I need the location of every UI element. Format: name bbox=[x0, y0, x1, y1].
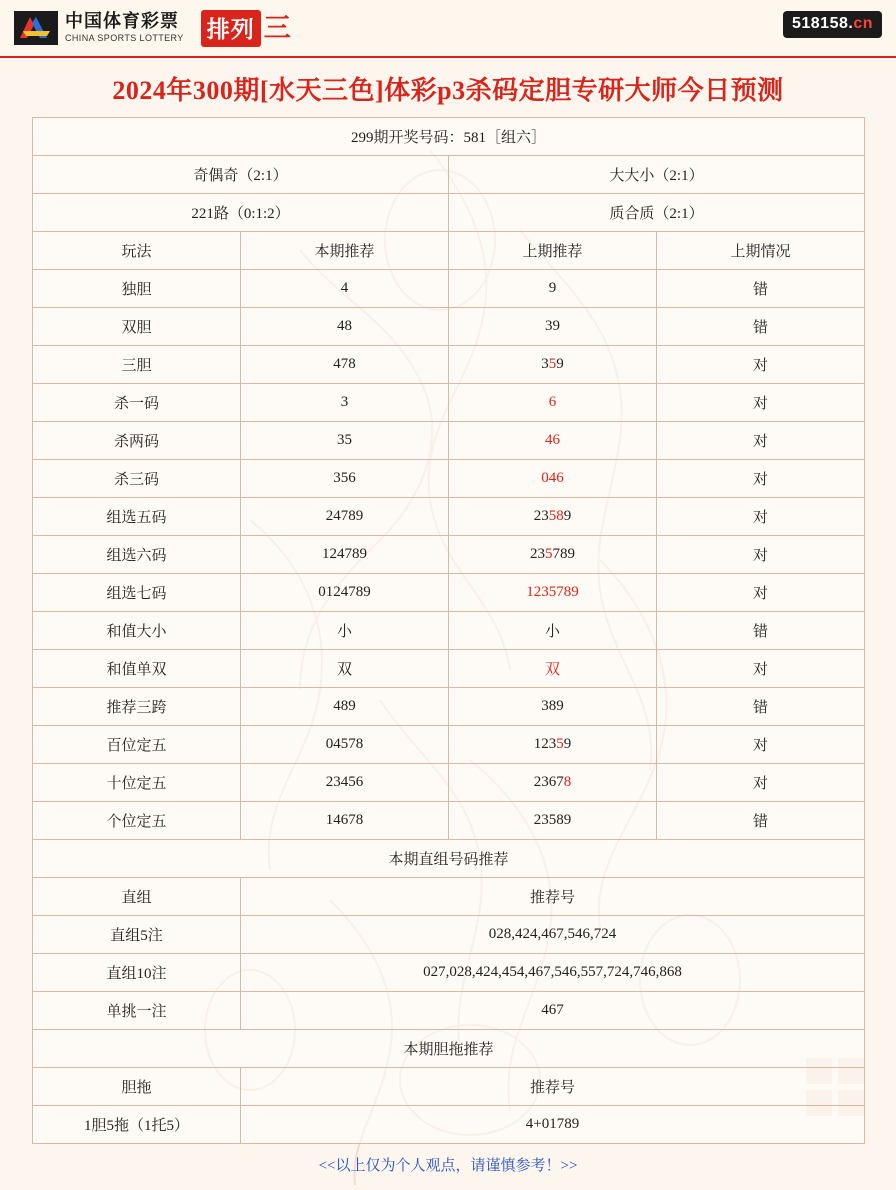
cell-last-recommend bbox=[449, 650, 657, 688]
cell-current-recommend: 35 bbox=[241, 422, 449, 460]
cell-dantuo-numbers: 4+01789 bbox=[241, 1106, 865, 1144]
last-recommend-hit: 双 bbox=[544, 662, 560, 678]
column-header-zhizu-numbers: 推荐号 bbox=[241, 878, 865, 916]
cell-play-type: 杀一码 bbox=[33, 384, 241, 422]
last-recommend-tail: 9 bbox=[563, 736, 572, 752]
cell-play-type: 三胆 bbox=[33, 346, 241, 384]
cell-play-type: 和值单双 bbox=[33, 650, 241, 688]
section-title-zhizu: 本期直组号码推荐 bbox=[33, 840, 865, 878]
cell-zhizu-label: 直组5注 bbox=[33, 916, 241, 954]
cell-zhizu-label: 直组10注 bbox=[33, 954, 241, 992]
cell-last-recommend bbox=[449, 346, 657, 384]
last-recommend-plain: 23 bbox=[530, 546, 545, 562]
cell-last-result: 对 bbox=[657, 574, 865, 612]
cell-current-recommend: 24789 bbox=[241, 498, 449, 536]
cell-current-recommend: 489 bbox=[241, 688, 449, 726]
cell-play-type: 杀两码 bbox=[33, 422, 241, 460]
table-row bbox=[33, 726, 865, 764]
game-badge-number: 三 bbox=[263, 12, 291, 43]
cell-last-result: 错 bbox=[657, 612, 865, 650]
game-badge bbox=[201, 10, 291, 47]
table-row bbox=[33, 460, 865, 498]
cell-play-type: 组选五码 bbox=[33, 498, 241, 536]
cell-play-type: 组选六码 bbox=[33, 536, 241, 574]
game-badge-label: 排列 bbox=[201, 10, 261, 47]
table-header-row bbox=[33, 232, 865, 270]
last-recommend-hit: 5 bbox=[556, 736, 564, 752]
cell-current-recommend: 双 bbox=[241, 650, 449, 688]
cell-last-result: 错 bbox=[657, 688, 865, 726]
table-row bbox=[33, 536, 865, 574]
table-row bbox=[33, 688, 865, 726]
cell-current-recommend: 04578 bbox=[241, 726, 449, 764]
last-recommend-tail: 789 bbox=[552, 546, 575, 562]
cell-play-type: 个位定五 bbox=[33, 802, 241, 840]
column-header-current: 本期推荐 bbox=[241, 232, 449, 270]
column-header-dantuo: 胆拖 bbox=[33, 1068, 241, 1106]
table-row-section-zhizu bbox=[33, 840, 865, 878]
table-row bbox=[33, 612, 865, 650]
cell-last-recommend bbox=[449, 536, 657, 574]
cell-last-recommend bbox=[449, 802, 657, 840]
last-recommend-hit: 6 bbox=[548, 394, 557, 410]
table-row bbox=[33, 1106, 865, 1144]
cell-last-recommend bbox=[449, 574, 657, 612]
last-recommend-tail: 9 bbox=[563, 508, 572, 524]
cell-last-recommend bbox=[449, 460, 657, 498]
cell-current-recommend: 14678 bbox=[241, 802, 449, 840]
last-recommend-plain: 123 bbox=[533, 736, 557, 752]
cell-play-type: 独胆 bbox=[33, 270, 241, 308]
cell-last-result: 对 bbox=[657, 536, 865, 574]
cell-current-recommend: 0124789 bbox=[241, 574, 449, 612]
last-recommend-hit: 046 bbox=[541, 470, 564, 486]
cell-last-result: 对 bbox=[657, 422, 865, 460]
attribute-road: 221路（0:1:2） bbox=[33, 194, 449, 232]
last-recommend-hit: 5 bbox=[545, 546, 553, 562]
table-row bbox=[33, 916, 865, 954]
content-tables bbox=[32, 117, 864, 1144]
cell-play-type: 杀三码 bbox=[33, 460, 241, 498]
cell-play-type: 推荐三跨 bbox=[33, 688, 241, 726]
page-title: 2024年300期[水天三色]体彩p3杀码定胆专研大师今日预测 bbox=[112, 76, 784, 105]
last-recommend-plain: 9 bbox=[548, 280, 557, 296]
cell-current-recommend: 4 bbox=[241, 270, 449, 308]
cell-last-recommend bbox=[449, 422, 657, 460]
column-header-result: 上期情况 bbox=[657, 232, 865, 270]
prediction-table bbox=[32, 117, 865, 840]
attribute-odd-even: 奇偶奇（2:1） bbox=[33, 156, 449, 194]
cell-current-recommend: 23456 bbox=[241, 764, 449, 802]
cell-current-recommend: 48 bbox=[241, 308, 449, 346]
cell-last-result: 对 bbox=[657, 650, 865, 688]
cell-last-recommend bbox=[449, 688, 657, 726]
last-recommend-hit: 46 bbox=[545, 432, 560, 448]
cell-dantuo-label: 1胆5拖（1托5） bbox=[33, 1106, 241, 1144]
cell-current-recommend: 3 bbox=[241, 384, 449, 422]
table-row bbox=[33, 498, 865, 536]
table-row bbox=[33, 650, 865, 688]
last-recommend-hit: 1235789 bbox=[526, 584, 579, 600]
cell-current-recommend: 124789 bbox=[241, 536, 449, 574]
cell-last-recommend bbox=[449, 764, 657, 802]
section-title-dantuo: 本期胆拖推荐 bbox=[33, 1030, 865, 1068]
site-domain-badge bbox=[783, 11, 882, 38]
cell-last-recommend bbox=[449, 612, 657, 650]
dantuo-table bbox=[32, 1029, 865, 1144]
table-row bbox=[33, 574, 865, 612]
disclaimer-note: <<以上仅为个人观点，请谨慎参考！>> bbox=[318, 1158, 578, 1174]
cell-last-recommend bbox=[449, 498, 657, 536]
brand-name-en: CHINA SPORTS LOTTERY bbox=[65, 32, 184, 43]
cell-last-result: 错 bbox=[657, 270, 865, 308]
table-row bbox=[33, 308, 865, 346]
brand-name-cn: 中国体育彩票 bbox=[65, 11, 179, 32]
cell-current-recommend: 478 bbox=[241, 346, 449, 384]
cell-last-result: 对 bbox=[657, 498, 865, 536]
table-row bbox=[33, 802, 865, 840]
brand-logo bbox=[14, 10, 291, 47]
table-row-attributes-2 bbox=[33, 194, 865, 232]
last-recommend-plain: 389 bbox=[541, 698, 564, 714]
table-row-draw bbox=[33, 118, 865, 156]
table-header-row-zhizu bbox=[33, 878, 865, 916]
cell-zhizu-numbers: 028,424,467,546,724 bbox=[241, 916, 865, 954]
draw-number-cell: 299期开奖号码：581［组六］ bbox=[33, 118, 865, 156]
cell-play-type: 十位定五 bbox=[33, 764, 241, 802]
cell-last-recommend bbox=[449, 726, 657, 764]
table-row-attributes-1 bbox=[33, 156, 865, 194]
table-row bbox=[33, 346, 865, 384]
table-row bbox=[33, 992, 865, 1030]
site-domain-tld: cn bbox=[853, 15, 873, 32]
cell-last-result: 对 bbox=[657, 726, 865, 764]
cell-current-recommend: 小 bbox=[241, 612, 449, 650]
cell-zhizu-label: 单挑一注 bbox=[33, 992, 241, 1030]
last-recommend-plain: 2367 bbox=[533, 774, 564, 790]
column-header-play: 玩法 bbox=[33, 232, 241, 270]
cell-last-result: 对 bbox=[657, 346, 865, 384]
last-recommend-plain: 23 bbox=[533, 508, 549, 524]
cell-last-result: 对 bbox=[657, 460, 865, 498]
sports-lottery-logo-icon bbox=[14, 11, 58, 45]
last-recommend-hit: 8 bbox=[563, 774, 572, 790]
cell-last-result: 错 bbox=[657, 802, 865, 840]
cell-last-recommend bbox=[449, 308, 657, 346]
column-header-dantuo-numbers: 推荐号 bbox=[241, 1068, 865, 1106]
column-header-last: 上期推荐 bbox=[449, 232, 657, 270]
cell-play-type: 百位定五 bbox=[33, 726, 241, 764]
table-header-row-dantuo bbox=[33, 1068, 865, 1106]
straight-group-table bbox=[32, 839, 865, 1030]
last-recommend-plain: 小 bbox=[544, 624, 560, 640]
cell-play-type: 组选七码 bbox=[33, 574, 241, 612]
column-header-zhizu: 直组 bbox=[33, 878, 241, 916]
last-recommend-hit: 5 bbox=[548, 356, 557, 372]
table-row bbox=[33, 384, 865, 422]
cell-last-result: 错 bbox=[657, 308, 865, 346]
table-row bbox=[33, 954, 865, 992]
attribute-prime-composite: 质合质（2:1） bbox=[449, 194, 865, 232]
site-domain-name: 518158. bbox=[791, 15, 854, 32]
cell-last-recommend bbox=[449, 270, 657, 308]
cell-play-type: 双胆 bbox=[33, 308, 241, 346]
last-recommend-tail: 9 bbox=[556, 356, 564, 372]
cell-last-result: 对 bbox=[657, 764, 865, 802]
last-recommend-plain: 39 bbox=[545, 318, 560, 334]
cell-last-result: 对 bbox=[657, 384, 865, 422]
cell-zhizu-numbers: 027,028,424,454,467,546,557,724,746,868 bbox=[241, 954, 865, 992]
last-recommend-plain: 23589 bbox=[533, 812, 572, 828]
site-header bbox=[0, 0, 896, 58]
cell-play-type: 和值大小 bbox=[33, 612, 241, 650]
cell-current-recommend: 356 bbox=[241, 460, 449, 498]
table-row-section-dantuo bbox=[33, 1030, 865, 1068]
last-recommend-hit: 58 bbox=[548, 508, 564, 524]
table-row bbox=[33, 764, 865, 802]
cell-last-recommend bbox=[449, 384, 657, 422]
table-row bbox=[33, 270, 865, 308]
cell-zhizu-numbers: 467 bbox=[241, 992, 865, 1030]
table-row bbox=[33, 422, 865, 460]
attribute-big-small: 大大小（2:1） bbox=[449, 156, 865, 194]
last-recommend-plain: 3 bbox=[541, 356, 549, 372]
